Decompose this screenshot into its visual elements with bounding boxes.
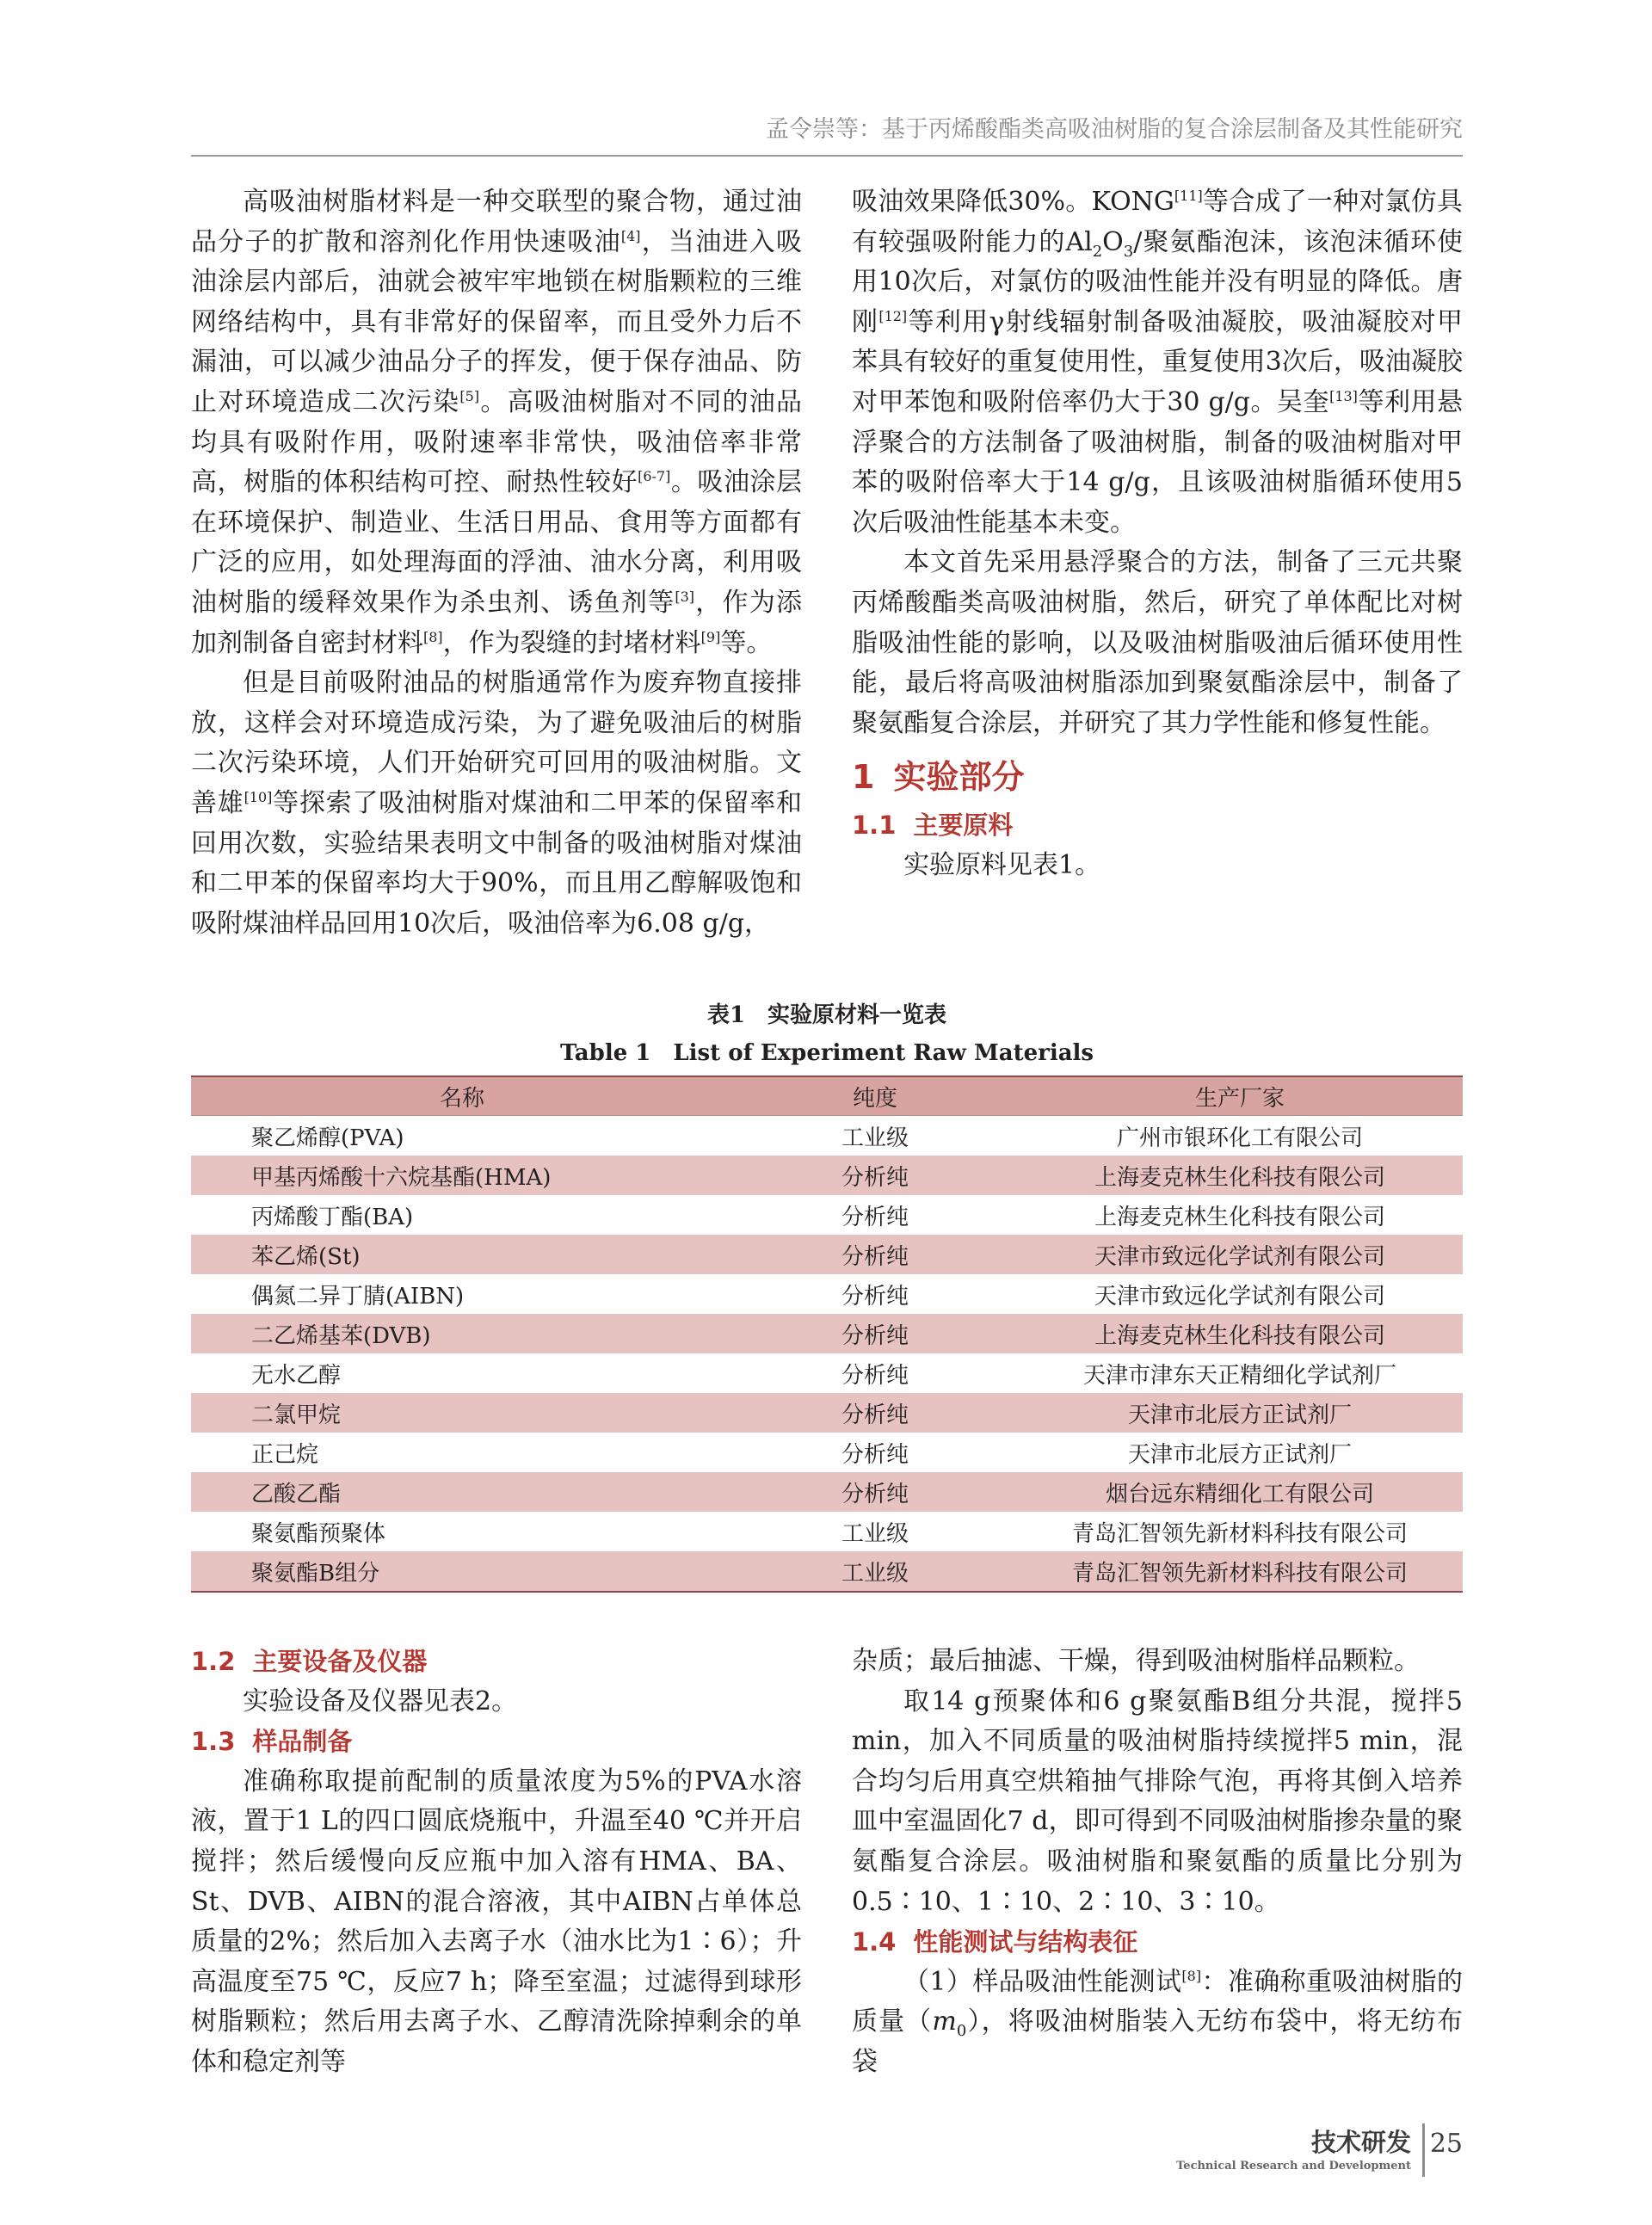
cell-name: 聚氨酯B组分: [191, 1551, 733, 1592]
table-row: [191, 1274, 1463, 1314]
cell-purity: 分析纯: [733, 1472, 1017, 1512]
paragraph: 吸油效果降低30%。KONG[11]等合成了一种对氯仿具有较强吸附能力的$Al_2O_3/$聚氨酯泡沫，该泡沫循环使用10次后，对氯仿的吸油性能并没有明显的降低。唐刚[12]等利用γ射线辐射制备吸油凝胶，吸油凝胶对甲苯具有较好的重复使用性，重复使用3次后，吸油凝胶对甲苯饱和吸附倍率仍大于30 g/g。吴奎[13]等利用悬浮聚合的方法制备了吸油树脂，制备的吸油树脂对甲苯的吸附倍率大于14 g/g，且该吸油树脂循环使用5次后吸油性能基本未变。: [852, 187, 1464, 538]
paragraph: 准确称取提前配制的质量浓度为5%的PVA水溶液，置于1 L的四口圆底烧瓶中，升温至40 ℃并开启搅拌；然后缓慢向反应瓶中加入溶有HMA、BA、St、DVB、AIBN的混合溶液，其中AIBN占单体总质量的2%；然后加入去离子水（油水比为1∶6）；升高温度至75 ℃，反应7 h；降至室温；过滤得到球形树脂颗粒；然后用去离子水、乙醇清洗除掉剩余的单体和稳定剂等: [191, 1766, 802, 2077]
cell-purity: 分析纯: [733, 1156, 1017, 1195]
paragraph: 本文首先采用悬浮聚合的方法，制备了三元共聚丙烯酸酯类高吸油树脂，然后，研究了单体配比对树脂吸油性能的影响，以及吸油树脂吸油后循环使用性能，最后将高吸油树脂添加到聚氨酯涂层中，制备了聚氨酯复合涂层，并研究了其力学性能和修复性能。: [852, 547, 1463, 738]
cell-name: 二氯甲烷: [191, 1393, 733, 1433]
subsection-heading: 1.1 主要原料: [852, 810, 1014, 841]
header-purity: 纯度: [733, 1076, 1017, 1116]
citation[interactable]: [6-7]: [638, 468, 671, 485]
cell-purity: 分析纯: [841, 1441, 909, 1468]
paragraph: （1）样品吸油性能测试[8]：准确称重吸油树脂的质量$(m_0)$，将吸油树脂装入无纺布袋中，将无纺布袋: [852, 1966, 1463, 2077]
paragraph: 实验原料见表1。: [903, 849, 1101, 880]
right-column-top: [852, 182, 1463, 886]
citation[interactable]: [10]: [243, 788, 273, 805]
header-name: 名称: [191, 1076, 733, 1116]
left-column-top: [191, 182, 802, 944]
cell-purity: 工业级: [733, 1551, 1017, 1592]
table-row: [191, 1235, 1463, 1274]
cell-manufacturer: 烟台远东精细化工有限公司: [1017, 1472, 1463, 1512]
table-row: [191, 1393, 1463, 1433]
header-manufacturer: 生产厂家: [1017, 1076, 1463, 1116]
paragraph: 杂质；最后抽滤、干燥，得到吸油树脂样品颗粒。: [852, 1646, 1420, 1676]
page-number: 25: [1429, 2129, 1463, 2159]
citation[interactable]: [13]: [1329, 387, 1358, 404]
section-heading: 1 实验部分: [852, 758, 1025, 797]
table-row: [191, 1314, 1463, 1353]
cell-name: 甲基丙烯酸十六烷基酯(HMA): [191, 1156, 733, 1195]
cell-manufacturer: 天津市致远化学试剂有限公司: [1017, 1235, 1463, 1274]
paragraph: 实验设备及仪器见表2。: [243, 1686, 518, 1717]
cell-purity: 分析纯: [733, 1235, 1017, 1274]
footer-section-cn: 技术研发: [1310, 2128, 1411, 2157]
paragraph: 取14 g预聚体和6 g聚氨酯B组分共混，搅拌5 min，加入不同质量的吸油树脂持续搅拌5 min，混合均匀后用真空烘箱抽气排除气泡，再将其倒入培养皿中室温固化7 d，即可得到不同吸油树脂掺杂量的聚氨酯复合涂层。吸油树脂和聚氨酯的质量比分别为0.5∶10、1∶10、2∶10、3∶10。: [852, 1686, 1463, 1917]
cell-name: 正己烷: [251, 1441, 319, 1468]
left-column-bottom: [191, 1642, 802, 2083]
table-row: [191, 1353, 1463, 1393]
cell-manufacturer: 天津市北辰方正试剂厂: [1017, 1393, 1463, 1433]
cell-name: 丙烯酸丁酯(BA): [251, 1204, 414, 1230]
table-row: [191, 1156, 1463, 1195]
subsection-heading: 1.3 样品制备: [191, 1727, 353, 1757]
cell-manufacturer: 上海麦克林生化科技有限公司: [1017, 1314, 1463, 1353]
footer-divider: [1422, 2123, 1425, 2177]
table-1: [191, 996, 1463, 1593]
table-row: [191, 1116, 1463, 1156]
cell-purity: 分析纯: [841, 1362, 909, 1389]
table-row: [191, 1195, 1463, 1235]
table-caption-cn: 表1 实验原材料一览表: [706, 1002, 947, 1028]
cell-name: 偶氮二异丁腈(AIBN): [251, 1283, 465, 1310]
citation[interactable]: [4]: [620, 227, 641, 244]
citation[interactable]: [9]: [700, 628, 721, 645]
table-caption-en: Table 1 List of Experiment Raw Materials: [559, 1040, 1094, 1066]
footer-section-en: Technical Research and Development: [1176, 2160, 1411, 2173]
cell-manufacturer: 天津市致远化学试剂有限公司: [1094, 1283, 1385, 1310]
paragraph: 但是目前吸附油品的树脂通常作为废弃物直接排放，这样会对环境造成污染，为了避免吸油后的树脂二次污染环境，人们开始研究可回用的吸油树脂。文善雄[10]等探索了吸油树脂对煤油和二甲苯的保留率和回用次数，实验结果表明文中制备的吸油树脂对煤油和二甲苯的保留率均大于90%，而且用乙醇解吸饱和吸附煤油样品回用10次后，吸油倍率为6.08 g/g，: [191, 668, 803, 939]
cell-name: 聚氨酯预聚体: [251, 1520, 386, 1547]
table-row: [191, 1433, 1463, 1472]
cell-manufacturer: 青岛汇智领先新材料科技有限公司: [1017, 1551, 1463, 1592]
table-header-row: [191, 1076, 1463, 1116]
citation[interactable]: [12]: [878, 307, 908, 324]
table-row: [191, 1551, 1463, 1592]
cell-manufacturer: 上海麦克林生化科技有限公司: [1017, 1156, 1463, 1195]
cell-name: 苯乙烯(St): [191, 1235, 733, 1274]
cell-manufacturer: 青岛汇智领先新材料科技有限公司: [1071, 1520, 1408, 1547]
citation[interactable]: [8]: [423, 628, 443, 645]
cell-name: 乙酸乙酯: [191, 1472, 733, 1512]
table-row: [191, 1512, 1463, 1551]
cell-purity: 分析纯: [733, 1314, 1017, 1353]
cell-purity: 分析纯: [841, 1204, 909, 1230]
subsection-heading: 1.2 主要设备及仪器: [191, 1647, 428, 1676]
cell-purity: 分析纯: [733, 1393, 1017, 1433]
page-footer: [1101, 2123, 1463, 2192]
cell-manufacturer: 天津市津东天正精细化学试剂厂: [1082, 1362, 1396, 1389]
table-row: [191, 1472, 1463, 1512]
right-column-bottom: [852, 1642, 1463, 2083]
citation[interactable]: [11]: [1174, 188, 1203, 204]
paragraph: 高吸油树脂材料是一种交联型的聚合物，通过油品分子的扩散和溶剂化作用快速吸油[4]，当油进入吸油涂层内部后，油就会被牢牢地锁在树脂颗粒的三维网络结构中，具有非常好的保留率，而且受外力后不漏油，可以减少油品分子的挥发，便于保存油品、防止对环境造成二次污染[5]。高吸油树脂对不同的油品均具有吸附作用，吸附速率非常快，吸油倍率非常高，树脂的体积结构可控、耐热性较好[6-7]。吸油涂层在环境保护、制造业、生活日用品、食用等方面都有广泛的应用，如处理海面的浮油、油水分离，利用吸油树脂的缓释效果作为杀虫剂、诱鱼剂等[3]，作为添加剂制备自密封材料[8]，作为裂缝的封堵材料[9]等。: [191, 187, 803, 658]
running-header: 孟令崇等：基于丙烯酸酯类高吸油树脂的复合涂层制备及其性能研究: [766, 116, 1463, 143]
cell-name: 无水乙醇: [251, 1362, 342, 1389]
subsection-heading: 1.4 性能测试与结构表征: [852, 1927, 1138, 1957]
citation[interactable]: [8]: [1181, 1967, 1202, 1984]
cell-purity: 分析纯: [841, 1283, 909, 1310]
cell-name: 聚乙烯醇(PVA): [251, 1125, 404, 1151]
cell-purity: 工业级: [841, 1520, 909, 1547]
citation[interactable]: [5]: [459, 387, 480, 404]
citation[interactable]: [3]: [675, 588, 695, 605]
cell-manufacturer: 广州市银环化工有限公司: [1116, 1125, 1363, 1151]
cell-manufacturer: 天津市北辰方正试剂厂: [1127, 1441, 1352, 1468]
header-rule: [191, 155, 1463, 157]
cell-purity: 工业级: [841, 1125, 909, 1151]
materials-table: [191, 1076, 1463, 1593]
cell-name: 二乙烯基苯(DVB): [191, 1314, 733, 1353]
cell-manufacturer: 上海麦克林生化科技有限公司: [1094, 1204, 1385, 1230]
